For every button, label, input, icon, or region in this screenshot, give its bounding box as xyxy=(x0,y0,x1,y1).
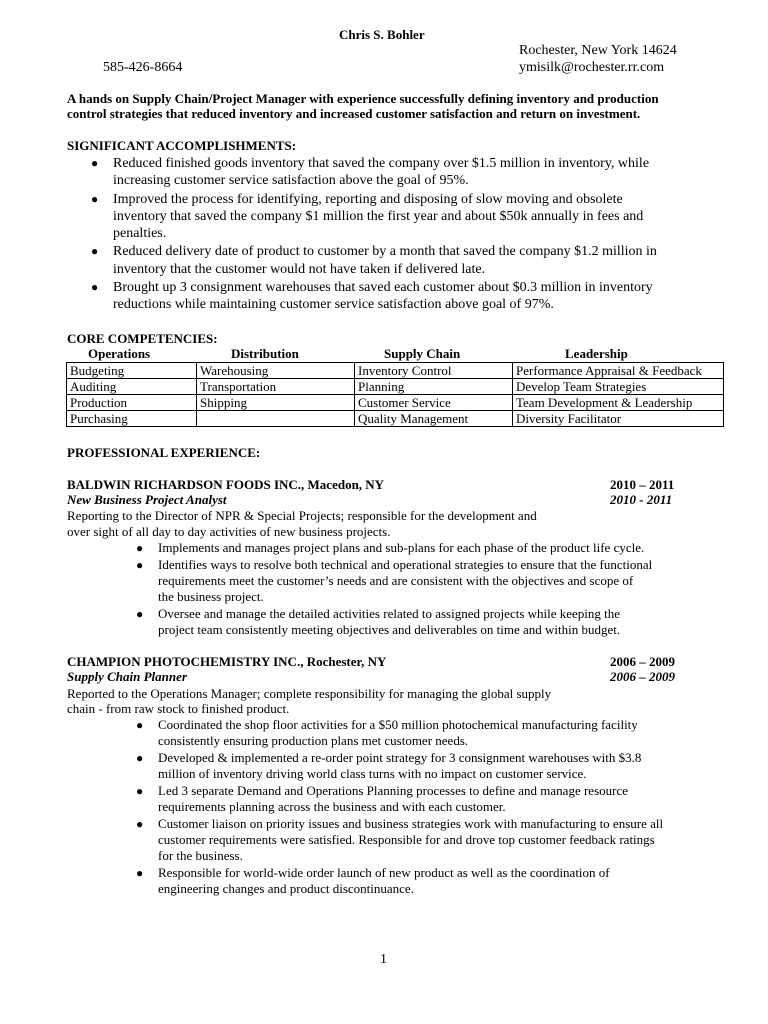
list-item-line: inventory that saved the company $1 million the first year and about $50k annually in fees and xyxy=(113,208,644,224)
table-cell xyxy=(197,411,355,427)
list-item xyxy=(136,749,663,782)
job-description-line: Reporting to the Director of NPR & Special Projects; responsible for the development and xyxy=(67,508,537,523)
list-item-line: increasing customer service satisfaction above the goal of 95%. xyxy=(113,173,469,189)
table-cell: Budgeting xyxy=(67,363,197,379)
list-item-line: penalties. xyxy=(113,226,167,242)
accomplishments-list xyxy=(91,155,657,315)
list-item-line: Led 3 separate Demand and Operations Planning processes to define and manage resource xyxy=(158,782,628,798)
table-cell: Team Development & Leadership xyxy=(513,395,724,411)
job-description-line: chain - from raw stock to finished product. xyxy=(67,701,290,716)
bullet-icon: ● xyxy=(136,606,144,621)
list-item xyxy=(136,815,664,865)
email: ymisilk@rochester.rr.com xyxy=(519,60,665,75)
job-company: CHAMPION PHOTOCHEMISTRY INC., Rochester, NY xyxy=(67,654,387,669)
list-item-line: Reduced delivery date of product to customer by a month that saved the company $1.2 million in xyxy=(113,244,657,260)
table-cell: Shipping xyxy=(197,395,355,411)
address: Rochester, New York 14624 xyxy=(519,43,677,58)
table-cell: Production xyxy=(67,395,197,411)
experience-heading: PROFESSIONAL EXPERIENCE: xyxy=(67,445,261,460)
list-item-line: Implements and manages project plans and sub-plans for each phase of the product life cycle. xyxy=(158,540,645,555)
list-item-line: requirements meet the customer’s needs and are consistent with the objectives and scope of xyxy=(158,572,634,588)
list-item-line: reductions while maintaining customer service satisfaction above goal of 97%. xyxy=(113,297,554,313)
bullet-icon: ● xyxy=(91,280,99,295)
list-item-line: Oversee and manage the detailed activities related to assigned projects while keeping the xyxy=(158,605,621,621)
competencies-heading: CORE COMPETENCIES: xyxy=(67,331,218,346)
list-item xyxy=(91,155,657,190)
bullet-icon: ● xyxy=(136,865,144,880)
column-header-supply-chain: Supply Chain xyxy=(384,346,461,361)
list-item xyxy=(91,243,657,278)
list-item-line: requirements planning across the business and with each customer. xyxy=(158,799,506,815)
job-description-line: over sight of all day to day activities of new business projects. xyxy=(67,524,391,539)
table-cell: Customer Service xyxy=(355,395,513,411)
list-item-line: for the business. xyxy=(158,848,243,864)
job-company: BALDWIN RICHARDSON FOODS INC., Macedon, NY xyxy=(67,477,385,492)
column-header-distribution: Distribution xyxy=(231,346,299,361)
table-row xyxy=(67,411,724,427)
table-cell: Diversity Facilitator xyxy=(513,411,724,427)
job-title-years: 2010 - 2011 xyxy=(610,492,673,507)
list-item-line: Identifies ways to resolve both technical and operational strategies to ensure that the functional xyxy=(158,556,653,572)
table-cell: Inventory Control xyxy=(355,363,513,379)
job-title: New Business Project Analyst xyxy=(67,492,227,507)
list-item xyxy=(136,556,653,606)
job-years: 2006 – 2009 xyxy=(610,654,675,669)
list-item-line: Reduced finished goods inventory that saved the company over $1.5 million in inventory, while xyxy=(113,156,650,171)
summary xyxy=(67,91,707,121)
list-item-line: million of inventory driving world class turns with no impact on customer service. xyxy=(158,766,587,782)
bullet-icon: ● xyxy=(136,816,144,831)
job-years: 2010 – 2011 xyxy=(610,477,675,492)
bullet-icon: ● xyxy=(136,541,144,555)
bullet-icon: ● xyxy=(136,718,144,732)
bullet-icon: ● xyxy=(136,557,144,572)
list-item xyxy=(136,540,652,556)
list-item xyxy=(136,717,663,749)
accomplishments-heading: SIGNIFICANT ACCOMPLISHMENTS: xyxy=(67,138,297,153)
bullet-icon: ● xyxy=(136,750,144,765)
table-cell: Develop Team Strategies xyxy=(513,379,724,395)
list-item xyxy=(136,864,663,897)
competencies-table xyxy=(66,362,724,427)
summary-line: A hands on Supply Chain/Project Manager with experience successfully defining inventory and production xyxy=(67,91,659,106)
table-row xyxy=(67,395,724,411)
summary-line: control strategies that reduced inventory and increased customer satisfaction and return on investment. xyxy=(67,106,641,121)
job-bullets xyxy=(136,717,664,898)
list-item-line: Improved the process for identifying, reporting and disposing of slow moving and obsolete xyxy=(113,191,623,207)
list-item-line: inventory that the customer would not have taken if delivered late. xyxy=(113,261,486,277)
column-header-operations: Operations xyxy=(88,346,151,361)
table-cell: Planning xyxy=(355,379,513,395)
list-item-line: the business project. xyxy=(158,589,264,605)
table-cell: Purchasing xyxy=(67,411,197,427)
candidate-name: Chris S. Bohler xyxy=(339,27,425,42)
list-item-line: Responsible for world-wide order launch of new product as well as the coordination of xyxy=(158,864,610,880)
bullet-icon: ● xyxy=(91,191,99,206)
list-item-line: Coordinated the shop floor activities for a $50 million photochemical manufacturing facility xyxy=(158,717,638,732)
list-item xyxy=(91,279,657,314)
column-header-leadership: Leadership xyxy=(565,346,628,361)
list-item-line: engineering changes and product discontinuance. xyxy=(158,881,414,897)
phone: 585-426-8664 xyxy=(103,60,183,75)
list-item xyxy=(136,605,652,638)
bullet-icon: ● xyxy=(91,156,99,170)
bullet-icon: ● xyxy=(91,244,99,259)
table-cell: Auditing xyxy=(67,379,197,395)
job-title: Supply Chain Planner xyxy=(67,669,187,684)
table-cell: Performance Appraisal & Feedback xyxy=(513,363,724,379)
list-item-line: consistently ensuring production plans met customer needs. xyxy=(158,733,469,749)
list-item xyxy=(136,782,663,815)
list-item xyxy=(91,191,657,243)
bullet-icon: ● xyxy=(136,783,144,798)
page-number: 1 xyxy=(380,952,387,967)
table-cell: Transportation xyxy=(197,379,355,395)
table-cell: Quality Management xyxy=(355,411,513,427)
job-title-years: 2006 – 2009 xyxy=(610,669,675,684)
table-row xyxy=(67,379,724,395)
job-bullets xyxy=(136,540,653,639)
list-item-line: customer requirements were satisfied. Responsible for and drove top customer feedback ratings xyxy=(158,831,655,847)
job-description-line: Reported to the Operations Manager; complete responsibility for managing the global supply xyxy=(67,686,552,701)
list-item-line: Brought up 3 consignment warehouses that saved each customer about $0.3 million in inventory xyxy=(113,280,653,296)
list-item-line: Developed & implemented a re-order point strategy for 3 consignment warehouses with $3.8 xyxy=(158,749,642,765)
table-row xyxy=(67,363,724,379)
table-cell: Warehousing xyxy=(197,363,355,379)
list-item-line: project team consistently meeting objectives and deliverables on time and within budget. xyxy=(158,622,621,638)
list-item-line: Customer liaison on priority issues and business strategies work with manufacturing to ensure all xyxy=(158,815,664,831)
